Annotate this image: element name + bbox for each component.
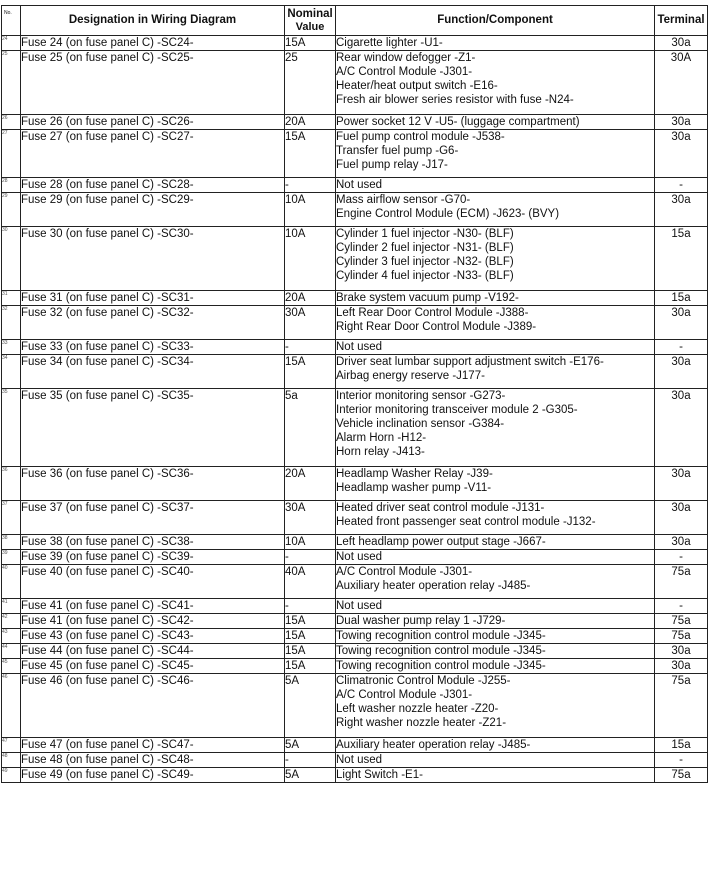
function-component [336, 614, 655, 629]
fuse-designation: Fuse 26 (on fuse panel C) -SC26- [21, 115, 285, 130]
header-nominal-line1: Nominal [287, 7, 333, 20]
fuse-table-body [2, 36, 708, 783]
function-line: Headlamp washer pump -V11- [336, 482, 492, 494]
function-line: Driver seat lumbar support adjustment switch -E176- [336, 356, 604, 368]
terminal-value: 75a [655, 565, 708, 599]
function-component [336, 389, 655, 467]
nominal-value: 20A [285, 291, 336, 306]
function-component [336, 550, 655, 565]
terminal-value: - [655, 753, 708, 768]
header-terminal: Terminal [655, 6, 708, 36]
terminal-value: 30a [655, 36, 708, 51]
nominal-value: 10A [285, 193, 336, 227]
row-number: 26 [2, 115, 21, 130]
function-component [336, 291, 655, 306]
function-line: Not used [336, 551, 383, 563]
terminal-value: 30a [655, 501, 708, 535]
header-designation: Designation in Wiring Diagram [21, 6, 285, 36]
row-number: 43 [2, 629, 21, 644]
nominal-value: 40A [285, 565, 336, 599]
terminal-value: - [655, 178, 708, 193]
row-number: 29 [2, 193, 21, 227]
function-line: Cylinder 2 fuel injector -N31- (BLF) [336, 242, 514, 254]
fuse-designation: Fuse 44 (on fuse panel C) -SC44- [21, 644, 285, 659]
fuse-designation: Fuse 48 (on fuse panel C) -SC48- [21, 753, 285, 768]
nominal-value: 15A [285, 614, 336, 629]
table-row [2, 178, 708, 193]
row-number: 40 [2, 565, 21, 599]
header-nominal-value [285, 6, 336, 36]
terminal-value: 30A [655, 51, 708, 115]
row-number: 46 [2, 674, 21, 738]
fuse-designation: Fuse 40 (on fuse panel C) -SC40- [21, 565, 285, 599]
function-line: Brake system vacuum pump -V192- [336, 292, 519, 304]
row-number: 28 [2, 178, 21, 193]
terminal-value: - [655, 599, 708, 614]
table-row [2, 130, 708, 178]
function-component [336, 644, 655, 659]
function-line: Mass airflow sensor -G70- [336, 194, 471, 206]
function-component [336, 51, 655, 115]
nominal-value: 5a [285, 389, 336, 467]
table-row [2, 644, 708, 659]
row-number: 36 [2, 467, 21, 501]
table-row [2, 51, 708, 115]
nominal-value: 15A [285, 644, 336, 659]
function-line: Towing recognition control module -J345- [336, 645, 546, 657]
fuse-designation: Fuse 24 (on fuse panel C) -SC24- [21, 36, 285, 51]
table-row [2, 535, 708, 550]
function-line: Cylinder 3 fuel injector -N32- (BLF) [336, 256, 514, 268]
table-row [2, 340, 708, 355]
function-component [336, 629, 655, 644]
function-component [336, 768, 655, 783]
table-row [2, 674, 708, 738]
table-row [2, 599, 708, 614]
header-nominal-line2: Value [295, 20, 325, 33]
function-line: Fuel pump relay -J17- [336, 159, 448, 171]
table-row [2, 355, 708, 389]
function-component [336, 193, 655, 227]
fuse-designation: Fuse 47 (on fuse panel C) -SC47- [21, 738, 285, 753]
terminal-value: 75a [655, 614, 708, 629]
row-number: 41 [2, 599, 21, 614]
fuse-designation: Fuse 28 (on fuse panel C) -SC28- [21, 178, 285, 193]
row-number: 24 [2, 36, 21, 51]
nominal-value: 15A [285, 629, 336, 644]
fuse-designation: Fuse 36 (on fuse panel C) -SC36- [21, 467, 285, 501]
function-line: A/C Control Module -J301- [336, 66, 473, 78]
function-line: Interior monitoring transceiver module 2 -G305- [336, 404, 578, 416]
terminal-value: 75a [655, 629, 708, 644]
row-number: 47 [2, 738, 21, 753]
function-component [336, 306, 655, 340]
table-row [2, 614, 708, 629]
function-line: Headlamp Washer Relay -J39- [336, 468, 493, 480]
table-row [2, 629, 708, 644]
function-component [336, 36, 655, 51]
function-line: Heater/heat output switch -E16- [336, 80, 498, 92]
function-line: Fuel pump control module -J538- [336, 131, 505, 143]
table-row [2, 36, 708, 51]
nominal-value: 20A [285, 115, 336, 130]
terminal-value: 75a [655, 674, 708, 738]
function-line: Interior monitoring sensor -G273- [336, 390, 506, 402]
nominal-value: 5A [285, 768, 336, 783]
row-number: 32 [2, 306, 21, 340]
table-row [2, 115, 708, 130]
function-line: Towing recognition control module -J345- [336, 630, 546, 642]
terminal-value: 30a [655, 389, 708, 467]
fuse-designation: Fuse 45 (on fuse panel C) -SC45- [21, 659, 285, 674]
function-line: Vehicle inclination sensor -G384- [336, 418, 505, 430]
function-component [336, 340, 655, 355]
terminal-value: 30a [655, 115, 708, 130]
row-number: 37 [2, 501, 21, 535]
function-line: Transfer fuel pump -G6- [336, 145, 459, 157]
function-component [336, 565, 655, 599]
table-row [2, 768, 708, 783]
function-component [336, 599, 655, 614]
function-component [336, 753, 655, 768]
function-component [336, 355, 655, 389]
nominal-value: 20A [285, 467, 336, 501]
fuse-table [1, 5, 708, 783]
function-component [336, 501, 655, 535]
row-number: 35 [2, 389, 21, 467]
function-line: Cylinder 1 fuel injector -N30- (BLF) [336, 228, 514, 240]
function-component [336, 178, 655, 193]
row-number: 30 [2, 227, 21, 291]
function-line: Alarm Horn -H12- [336, 432, 427, 444]
fuse-designation: Fuse 27 (on fuse panel C) -SC27- [21, 130, 285, 178]
nominal-value: - [285, 550, 336, 565]
function-line: Cylinder 4 fuel injector -N33- (BLF) [336, 270, 514, 282]
table-row [2, 193, 708, 227]
nominal-value: 25 [285, 51, 336, 115]
terminal-value: 15a [655, 738, 708, 753]
function-component [336, 130, 655, 178]
function-line: Not used [336, 754, 383, 766]
nominal-value: 15A [285, 130, 336, 178]
function-line: Left Rear Door Control Module -J388- [336, 307, 529, 319]
fuse-designation: Fuse 25 (on fuse panel C) -SC25- [21, 51, 285, 115]
table-row [2, 306, 708, 340]
fuse-designation: Fuse 32 (on fuse panel C) -SC32- [21, 306, 285, 340]
function-line: Dual washer pump relay 1 -J729- [336, 615, 506, 627]
table-row [2, 753, 708, 768]
nominal-value: 15A [285, 659, 336, 674]
nominal-value: 10A [285, 535, 336, 550]
row-number: 44 [2, 644, 21, 659]
fuse-designation: Fuse 38 (on fuse panel C) -SC38- [21, 535, 285, 550]
row-number: 39 [2, 550, 21, 565]
header-function-component: Function/Component [336, 6, 655, 36]
terminal-value: 30a [655, 306, 708, 340]
fuse-designation: Fuse 43 (on fuse panel C) -SC43- [21, 629, 285, 644]
table-header-row [2, 6, 708, 36]
table-row [2, 738, 708, 753]
row-number: 27 [2, 130, 21, 178]
row-number: 31 [2, 291, 21, 306]
nominal-value: - [285, 178, 336, 193]
function-line: Heated driver seat control module -J131- [336, 502, 545, 514]
function-line: Auxiliary heater operation relay -J485- [336, 739, 531, 751]
row-number: 25 [2, 51, 21, 115]
fuse-designation: Fuse 49 (on fuse panel C) -SC49- [21, 768, 285, 783]
function-line: Light Switch -E1- [336, 769, 423, 781]
terminal-value: - [655, 340, 708, 355]
nominal-value: 30A [285, 501, 336, 535]
fuse-designation: Fuse 29 (on fuse panel C) -SC29- [21, 193, 285, 227]
row-number: 34 [2, 355, 21, 389]
function-component [336, 535, 655, 550]
table-row [2, 565, 708, 599]
row-number: 45 [2, 659, 21, 674]
function-line: Heated front passenger seat control module -J132- [336, 516, 596, 528]
fuse-designation: Fuse 35 (on fuse panel C) -SC35- [21, 389, 285, 467]
function-line: A/C Control Module -J301- [336, 689, 473, 701]
terminal-value: 30a [655, 467, 708, 501]
function-line: Power socket 12 V -U5- (luggage compartment) [336, 116, 580, 128]
function-line: Left washer nozzle heater -Z20- [336, 703, 499, 715]
function-line: Not used [336, 341, 383, 353]
function-line: A/C Control Module -J301- [336, 566, 473, 578]
function-line: Airbag energy reserve -J177- [336, 370, 485, 382]
nominal-value: 30A [285, 306, 336, 340]
function-line: Horn relay -J413- [336, 446, 425, 458]
terminal-value: 15a [655, 227, 708, 291]
terminal-value: 30a [655, 535, 708, 550]
terminal-value: 30a [655, 193, 708, 227]
function-line: Rear window defogger -Z1- [336, 52, 476, 64]
terminal-value: 30a [655, 644, 708, 659]
function-component [336, 115, 655, 130]
table-row [2, 291, 708, 306]
fuse-designation: Fuse 30 (on fuse panel C) -SC30- [21, 227, 285, 291]
terminal-value: 30a [655, 130, 708, 178]
row-number: 38 [2, 535, 21, 550]
fuse-designation: Fuse 33 (on fuse panel C) -SC33- [21, 340, 285, 355]
terminal-value: 30a [655, 355, 708, 389]
nominal-value: 5A [285, 674, 336, 738]
row-number: 48 [2, 753, 21, 768]
function-component [336, 467, 655, 501]
nominal-value: - [285, 340, 336, 355]
function-line: Cigarette lighter -U1- [336, 37, 443, 49]
function-component [336, 674, 655, 738]
table-row [2, 550, 708, 565]
row-number: 33 [2, 340, 21, 355]
nominal-value: - [285, 599, 336, 614]
table-row [2, 467, 708, 501]
function-line: Climatronic Control Module -J255- [336, 675, 511, 687]
nominal-value: 5A [285, 738, 336, 753]
header-no: No. [2, 6, 21, 36]
function-line: Right washer nozzle heater -Z21- [336, 717, 507, 729]
function-component [336, 227, 655, 291]
fuse-designation: Fuse 41 (on fuse panel C) -SC41- [21, 599, 285, 614]
terminal-value: 75a [655, 768, 708, 783]
fuse-designation: Fuse 39 (on fuse panel C) -SC39- [21, 550, 285, 565]
nominal-value: - [285, 753, 336, 768]
row-number: 49 [2, 768, 21, 783]
terminal-value: 15a [655, 291, 708, 306]
table-row [2, 501, 708, 535]
fuse-designation: Fuse 34 (on fuse panel C) -SC34- [21, 355, 285, 389]
terminal-value: - [655, 550, 708, 565]
function-line: Engine Control Module (ECM) -J623- (BVY) [336, 208, 560, 220]
function-line: Fresh air blower series resistor with fuse -N24- [336, 94, 574, 106]
nominal-value: 15A [285, 355, 336, 389]
table-row [2, 659, 708, 674]
row-number: 42 [2, 614, 21, 629]
terminal-value: 30a [655, 659, 708, 674]
function-component [336, 738, 655, 753]
function-component [336, 659, 655, 674]
function-line: Left headlamp power output stage -J667- [336, 536, 546, 548]
function-line: Right Rear Door Control Module -J389- [336, 321, 537, 333]
fuse-designation: Fuse 46 (on fuse panel C) -SC46- [21, 674, 285, 738]
nominal-value: 15A [285, 36, 336, 51]
function-line: Not used [336, 600, 383, 612]
fuse-designation: Fuse 37 (on fuse panel C) -SC37- [21, 501, 285, 535]
function-line: Not used [336, 179, 383, 191]
nominal-value: 10A [285, 227, 336, 291]
function-line: Auxiliary heater operation relay -J485- [336, 580, 531, 592]
table-row [2, 227, 708, 291]
function-line: Towing recognition control module -J345- [336, 660, 546, 672]
fuse-designation: Fuse 41 (on fuse panel C) -SC42- [21, 614, 285, 629]
table-row [2, 389, 708, 467]
fuse-designation: Fuse 31 (on fuse panel C) -SC31- [21, 291, 285, 306]
